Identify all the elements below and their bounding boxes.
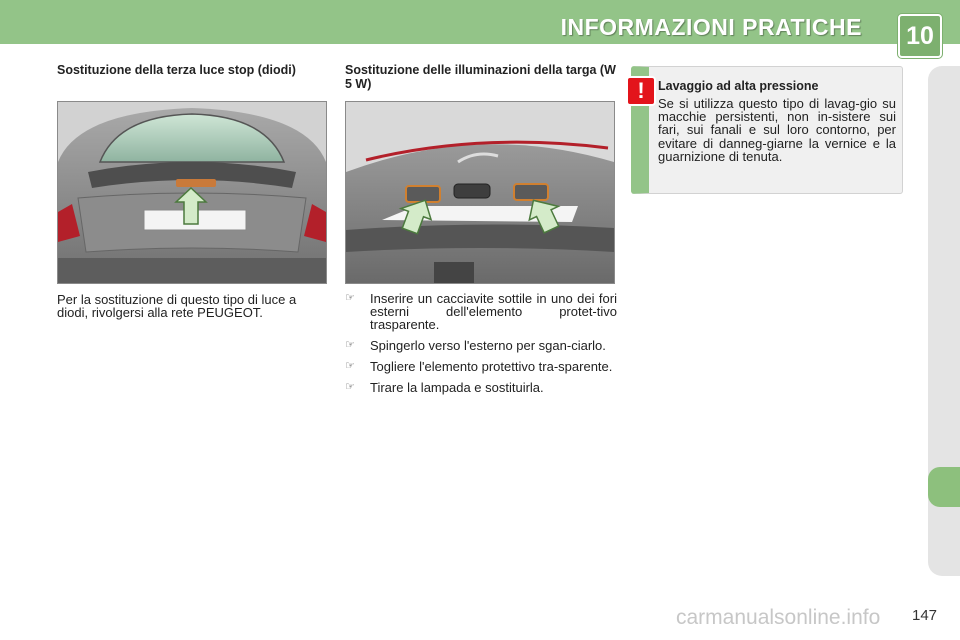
pointing-hand-icon: ☞	[345, 381, 355, 393]
warning-title: Lavaggio ad alta pressione	[658, 79, 819, 93]
warning-text: Se si utilizza questo tipo di lavag-gio su macchie persistenti, non in-sistere sui fari, sui fanali e sul loro contorno, per evitare di danneg-giarne la vernice e la guarnizione di tenuta.	[658, 96, 896, 164]
car-rear-illustration-svg	[58, 102, 326, 283]
step-list	[345, 292, 617, 402]
third-brake-light-illustration	[57, 101, 327, 284]
left-section-text: Per la sostituzione di questo tipo di luce a diodi, rivolgersi alla rete PEUGEOT.	[57, 292, 297, 320]
pointing-hand-icon: ☞	[345, 339, 355, 351]
list-item: ☞ Tirare la lampada e sostituirla.	[345, 380, 544, 395]
page-number: 147	[912, 607, 938, 624]
page-title: INFORMAZIONI PRATICHE	[560, 14, 862, 40]
chapter-badge: 10	[898, 14, 942, 58]
warning-icon: !	[626, 76, 656, 106]
plate-light-illustration	[345, 101, 615, 284]
pointing-hand-icon: ☞	[345, 292, 355, 304]
left-section-title: Sostituzione della terza luce stop (diodi)	[57, 63, 296, 77]
list-item: ☞ Spingerlo verso l'esterno per sgan-ciarlo.	[345, 338, 606, 353]
side-tab-active[interactable]	[928, 467, 960, 507]
pointing-hand-icon: ☞	[345, 360, 355, 372]
list-item: ☞ Togliere l'elemento protettivo tra-sparente.	[345, 359, 613, 374]
middle-section-title: Sostituzione delle illuminazioni della targa (W 5 W)	[345, 63, 616, 91]
watermark: carmanualsonline.info	[676, 606, 881, 629]
tailgate-illustration-svg	[346, 102, 614, 283]
list-item: ☞ Inserire un cacciavite sottile in uno dei fori esterni dell'elemento protet-tivo trasparente.	[345, 291, 617, 332]
